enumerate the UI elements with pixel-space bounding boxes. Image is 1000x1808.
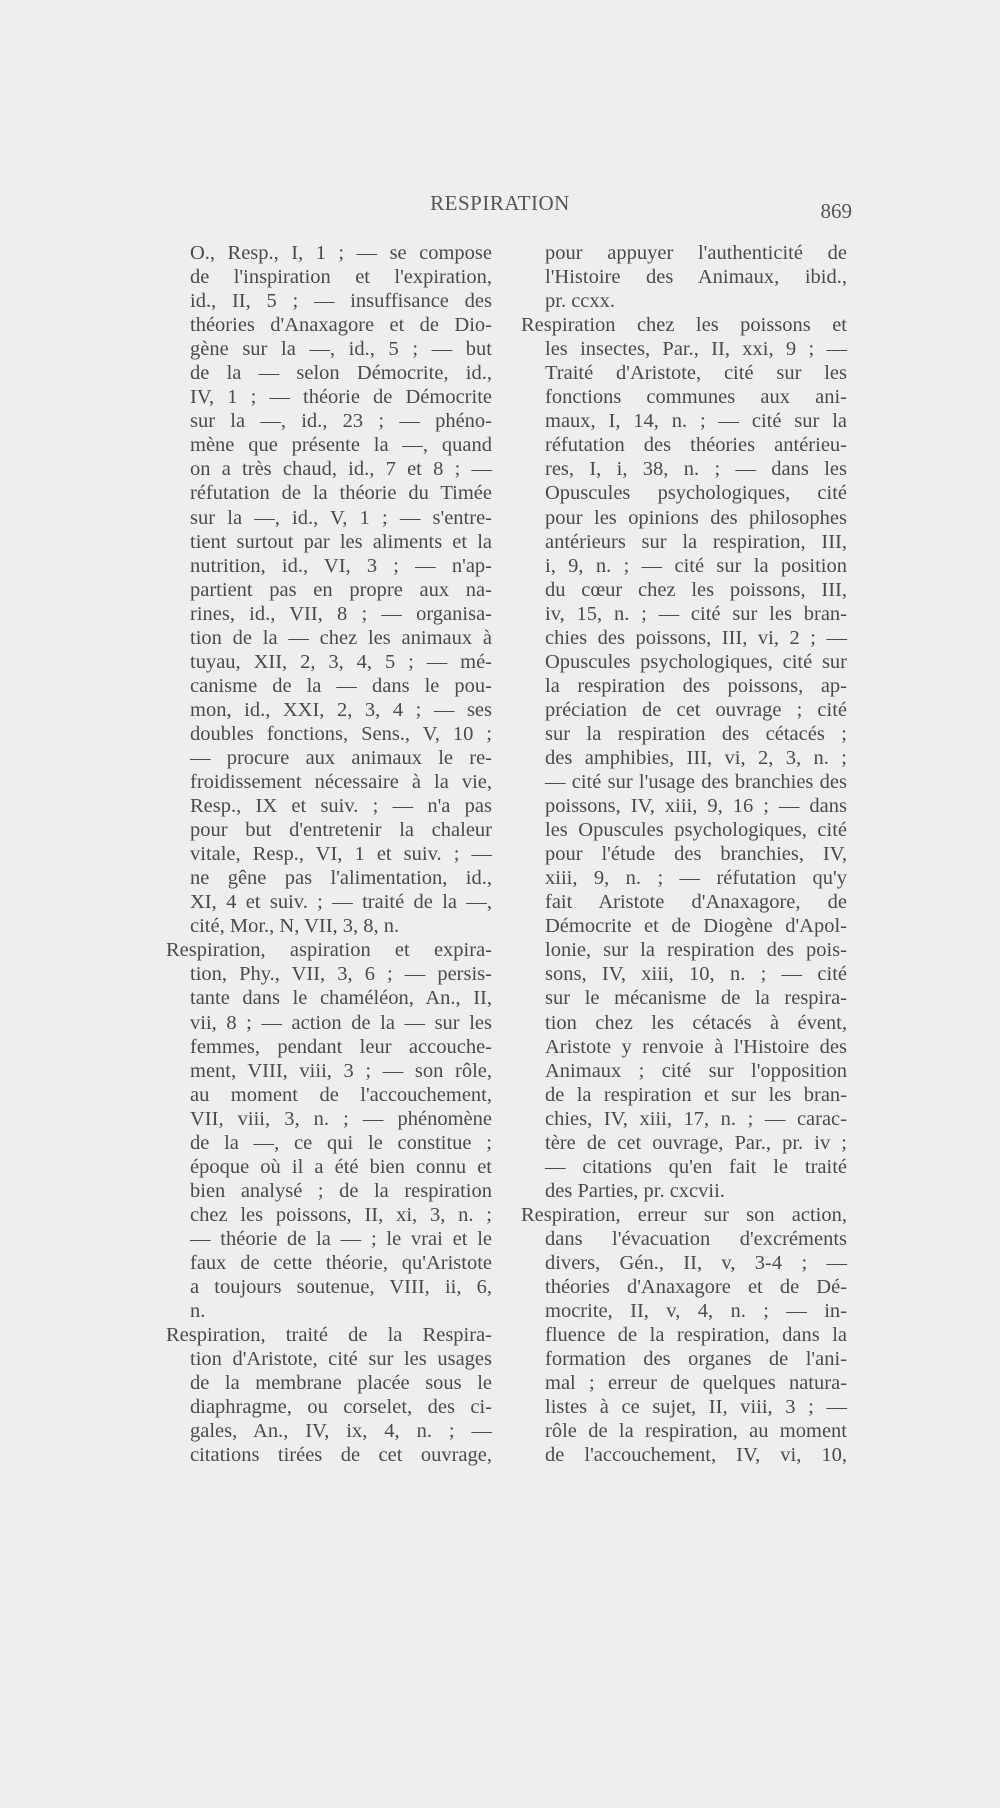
index-line: tère de cet ouvrage, Par., pr. iv ;: [545, 1131, 847, 1154]
index-line: on a très chaud, id., 7 et 8 ; —: [190, 458, 492, 481]
index-line: poissons, IV, xiii, 9, 16 ; — dans: [545, 795, 847, 818]
index-line: citations tirées de cet ouvrage,: [190, 1444, 492, 1467]
index-line: théories d'Anaxagore et de Dé-: [545, 1276, 847, 1299]
index-line: de la membrane placée sous le: [190, 1372, 492, 1395]
index-line: de la — selon Démocrite, id.,: [190, 362, 492, 385]
index-line: ment, VIII, viii, 3 ; — son rôle,: [190, 1059, 492, 1082]
index-line: de la —, ce qui le constitue ;: [190, 1131, 492, 1154]
index-line: Animaux ; cité sur l'opposition: [545, 1059, 847, 1082]
index-line: maux, I, 14, n. ; — cité sur la: [545, 410, 847, 433]
index-line: formation des organes de l'ani-: [545, 1348, 847, 1371]
index-line: pour les opinions des philosophes: [545, 506, 847, 529]
index-line: femmes, pendant leur accouche-: [190, 1035, 492, 1058]
index-line: bien analysé ; de la respiration: [190, 1179, 492, 1202]
index-line: iv, 15, n. ; — cité sur les bran-: [545, 602, 847, 625]
index-line: des amphibies, III, vi, 2, 3, n. ;: [545, 746, 847, 769]
index-entry-headword-line: Respiration, erreur sur son action,: [521, 1203, 847, 1226]
index-line: sur le mécanisme de la respira-: [545, 987, 847, 1010]
index-line: de l'accouchement, IV, vi, 10,: [545, 1444, 847, 1467]
index-line: n.: [190, 1300, 206, 1323]
index-line: gales, An., IV, ix, 4, n. ; —: [190, 1420, 492, 1443]
index-line: sur la —, id., 23 ; — phéno-: [190, 410, 492, 433]
index-line: pour but d'entretenir la chaleur: [190, 819, 492, 842]
index-line: XI, 4 et suiv. ; — traité de la —,: [190, 891, 492, 914]
index-line: a toujours soutenue, VIII, ii, 6,: [190, 1276, 492, 1299]
index-entry-headword-line: Respiration, aspiration et expira-: [166, 939, 492, 962]
index-line: faux de cette théorie, qu'Aristote: [190, 1251, 492, 1274]
right-column: [521, 241, 847, 1467]
index-line: sons, IV, xiii, 10, n. ; — cité: [545, 963, 847, 986]
index-line: vitale, Resp., VI, 1 et suiv. ; —: [190, 843, 492, 866]
index-line: nutrition, id., VI, 3 ; — n'ap-: [190, 554, 492, 577]
page-number: 869: [820, 199, 852, 223]
index-line: époque où il a été bien connu et: [190, 1155, 492, 1178]
index-line: Aristote y renvoie à l'Histoire des: [545, 1035, 847, 1058]
index-line: pour appuyer l'authenticité de: [545, 242, 847, 264]
index-line: du cœur chez les poissons, III,: [545, 578, 847, 601]
index-line: cité, Mor., N, VII, 3, 8, n.: [190, 915, 400, 938]
index-line: vii, 8 ; — action de la — sur les: [190, 1011, 492, 1034]
left-column: [166, 241, 492, 1467]
index-line: chez les poissons, II, xi, 3, n. ;: [190, 1203, 492, 1226]
index-line: — citations qu'en fait le traité: [545, 1155, 847, 1178]
index-line: sur la respiration des cétacés ;: [545, 722, 847, 745]
index-line: l'Histoire des Animaux, ibid.,: [545, 266, 847, 289]
index-line: listes à ce sujet, II, viii, 3 ; —: [545, 1396, 847, 1419]
index-line: Opuscules psychologiques, cité sur: [545, 650, 847, 673]
index-line: — théorie de la — ; le vrai et le: [190, 1227, 492, 1250]
index-line: diaphragme, ou corselet, des ci-: [190, 1396, 492, 1419]
index-line: id., II, 5 ; — insuffisance des: [190, 290, 492, 313]
index-line: tion d'Aristote, cité sur les usages: [190, 1348, 492, 1371]
index-line: i, 9, n. ; — cité sur la position: [545, 554, 847, 577]
index-line: Resp., IX et suiv. ; — n'a pas: [190, 795, 492, 818]
index-line: O., Resp., I, 1 ; — se compose: [190, 242, 492, 264]
index-line: froidissement nécessaire à la vie,: [190, 771, 492, 794]
index-entry-headword-line: Respiration chez les poissons et: [521, 314, 847, 337]
index-line: canisme de la — dans le pou-: [190, 674, 492, 697]
index-line: sur la —, id., V, 1 ; — s'entre-: [190, 506, 492, 529]
index-line: pr. ccxx.: [545, 290, 616, 313]
index-line: de l'inspiration et l'expiration,: [190, 266, 492, 289]
index-line: tient surtout par les aliments et la: [190, 530, 492, 553]
index-line: les insectes, Par., II, xxi, 9 ; —: [545, 338, 847, 361]
index-line: partient pas en propre aux na-: [190, 578, 492, 601]
index-line: tante dans le chaméléon, An., II,: [190, 987, 492, 1010]
index-line: IV, 1 ; — théorie de Démocrite: [190, 386, 492, 409]
index-line: doubles fonctions, Sens., V, 10 ;: [190, 722, 492, 745]
index-line: VII, viii, 3, n. ; — phénomène: [190, 1107, 492, 1130]
index-line: tuyau, XII, 2, 3, 4, 5 ; — mé-: [190, 650, 492, 673]
index-line: tion, Phy., VII, 3, 6 ; — persis-: [190, 963, 492, 986]
index-line: gène sur la —, id., 5 ; — but: [190, 338, 492, 361]
index-line: les Opuscules psychologiques, cité: [545, 819, 847, 842]
index-entry-headword-line: Respiration, traité de la Respira-: [166, 1324, 492, 1347]
index-line: Opuscules psychologiques, cité: [545, 482, 847, 505]
index-line: réfutation des théories antérieu-: [545, 434, 847, 457]
index-line: Démocrite et de Diogène d'Apol-: [545, 915, 847, 938]
index-line: mène que présente la —, quand: [190, 434, 492, 457]
index-line: mocrite, II, v, 4, n. ; — in-: [545, 1300, 847, 1323]
index-line: fait Aristote d'Anaxagore, de: [545, 891, 847, 914]
index-line: — procure aux animaux le re-: [190, 746, 492, 769]
index-line: antérieurs sur la respiration, III,: [545, 530, 847, 553]
index-line: ne gêne pas l'alimentation, id.,: [190, 867, 492, 890]
index-line: réfutation de la théorie du Timée: [190, 482, 492, 505]
index-line: Traité d'Aristote, cité sur les: [545, 362, 847, 385]
index-line: chies des poissons, III, vi, 2 ; —: [545, 626, 847, 649]
index-line: préciation de cet ouvrage ; cité: [545, 698, 847, 721]
index-line: mon, id., XXI, 2, 3, 4 ; — ses: [190, 698, 492, 721]
index-line: xiii, 9, n. ; — réfutation qu'y: [545, 867, 847, 890]
index-line: au moment de l'accouchement,: [190, 1083, 492, 1106]
index-line: chies, IV, xiii, 17, n. ; — carac-: [545, 1107, 847, 1130]
index-line: fluence de la respiration, dans la: [545, 1324, 847, 1347]
index-line: la respiration des poissons, ap-: [545, 674, 847, 697]
index-line: tion chez les cétacés à évent,: [545, 1011, 847, 1034]
index-line: mal ; erreur de quelques natura-: [545, 1372, 847, 1395]
index-line: dans l'évacuation d'excréments: [545, 1227, 847, 1250]
index-line: de la respiration et sur les bran-: [545, 1083, 847, 1106]
index-line: tion de la — chez les animaux à: [190, 626, 492, 649]
index-line: lonie, sur la respiration des pois-: [545, 939, 847, 962]
index-line: rôle de la respiration, au moment: [545, 1420, 847, 1443]
index-line: pour l'étude des branchies, IV,: [545, 843, 847, 866]
index-line: — cité sur l'usage des branchies des: [545, 771, 847, 794]
index-line: divers, Gén., II, v, 3-4 ; —: [545, 1251, 847, 1274]
index-line: res, I, i, 38, n. ; — dans les: [545, 458, 847, 481]
index-line: fonctions communes aux ani-: [545, 386, 847, 409]
running-title: RESPIRATION: [430, 191, 570, 215]
index-line: des Parties, pr. cxcvii.: [545, 1179, 725, 1202]
index-line: théories d'Anaxagore et de Dio-: [190, 314, 492, 337]
index-line: rines, id., VII, 8 ; — organisa-: [190, 602, 492, 625]
